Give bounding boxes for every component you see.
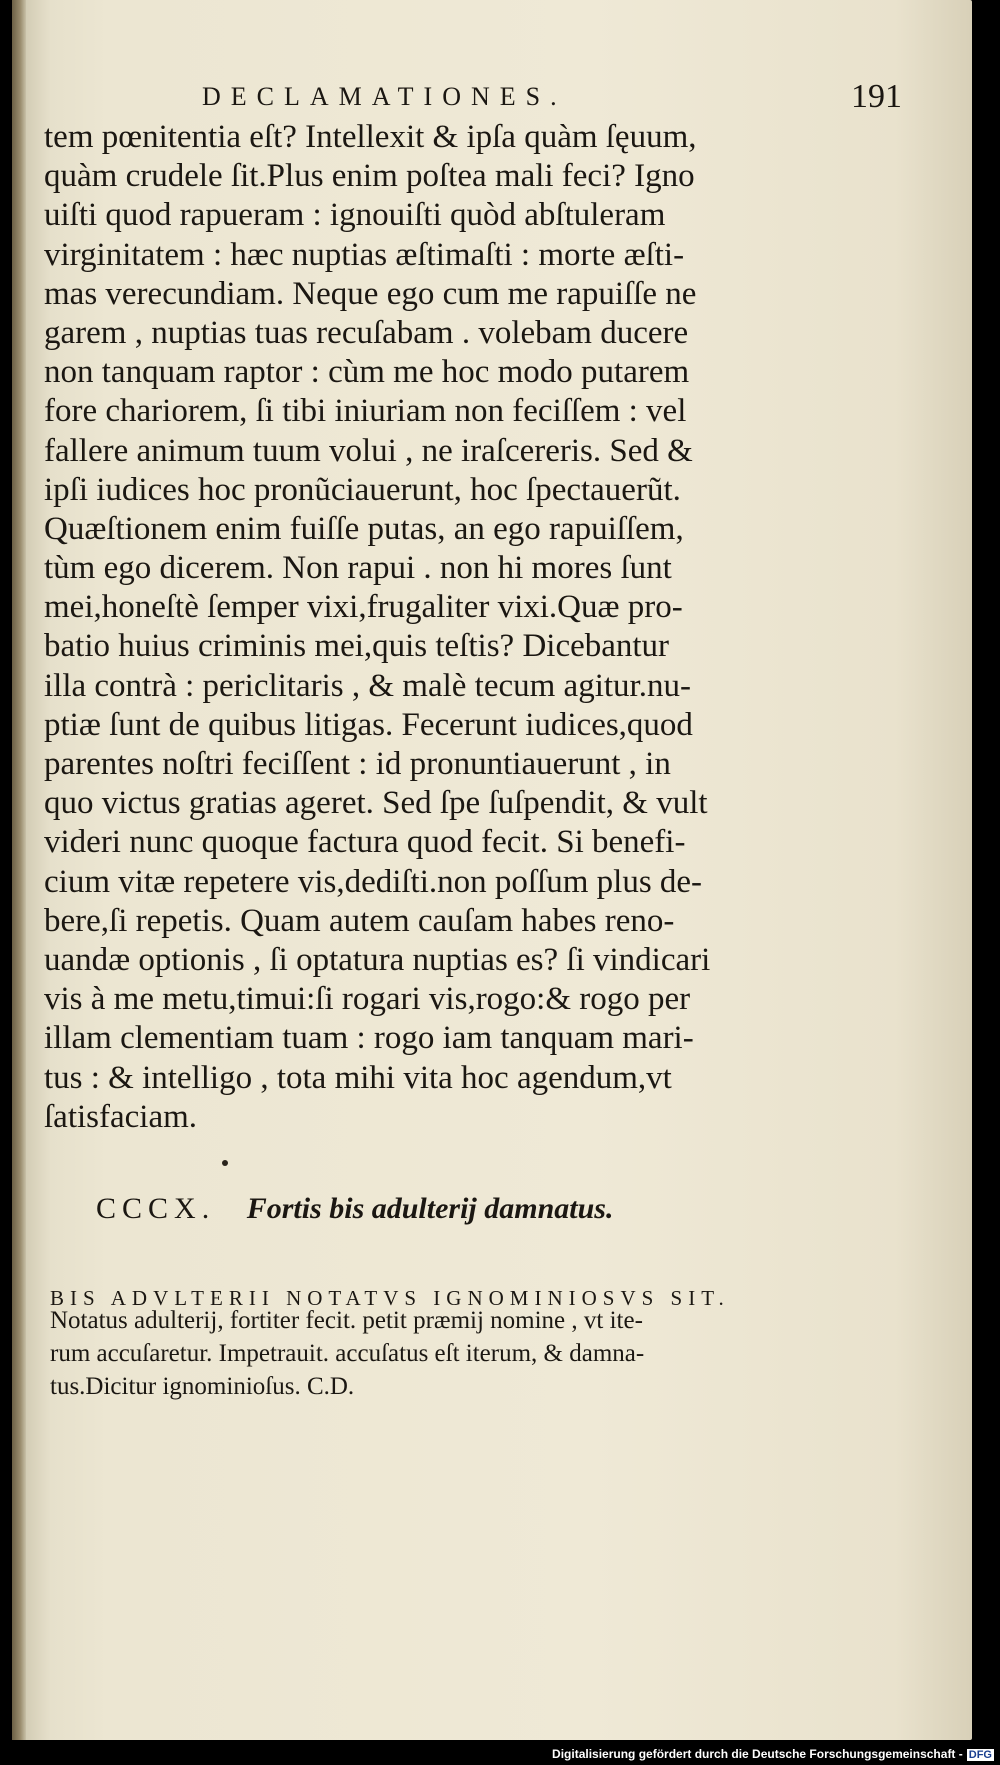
digitization-credit — [552, 1747, 994, 1761]
text-line: videri nunc quoque factura quod fecit. Si benefi- — [44, 824, 686, 861]
text-line: mas verecundiam. Neque ego cum me rapuiſſe ne — [44, 275, 697, 312]
text-line: garem , nuptias tuas recuſabam . volebam ducere — [44, 314, 689, 351]
text-line: uandæ optionis , ſi optatura nuptias es? ſi vindicari — [44, 941, 711, 978]
text-line: virginitatem : hæc nuptias æſtimaſti : morte æſti- — [44, 236, 685, 273]
text-line: Quæſtionem enim fuiſſe putas, an ego rapuiſſem, — [44, 510, 684, 547]
text-line: vis à me metu,timui:ſi rogari vis,rogo:& rogo per — [44, 981, 691, 1018]
argument-line: tus.Dicitur ignominioſus. C.D. — [50, 1373, 355, 1400]
section-heading — [96, 1192, 796, 1226]
text-line: tùm ego dicerem. Non rapui . non hi mores ſunt — [44, 550, 672, 587]
text-line: ipſi iudices hoc pronũciauerunt, hoc ſpectauerũt. — [44, 471, 681, 508]
section-title: Fortis bis adulterij damnatus. — [246, 1192, 614, 1225]
credit-text: Digitalisierung gefördert durch die Deutsche Forschungsgemeinschaft - — [552, 1747, 963, 1761]
text-line: fore chariorem, ſi tibi iniuriam non feciſſem : vel — [44, 393, 687, 430]
section-number: CCCX. — [96, 1192, 216, 1225]
text-line: tus : & intelligo , tota mihi vita hoc agendum,vt — [44, 1059, 672, 1096]
page-number: 191 — [851, 78, 902, 115]
running-head — [202, 78, 902, 122]
text-line: illam clementiam tuam : rogo iam tanquam mari- — [44, 1020, 694, 1057]
text-line: non tanquam raptor : cùm me hoc modo putarem — [44, 354, 690, 391]
argument-line: rum accuſaretur. Impetrauit. accuſatus eſt iterum, & damna- — [50, 1340, 645, 1367]
text-line: ſatisfaciam. — [44, 1098, 198, 1135]
argument-line: Notatus adulterij, fortiter fecit. petit præmij nomine , vt ite- — [50, 1307, 643, 1334]
book-page — [12, 0, 972, 1740]
text-line: bere,ſi repetis. Quam autem cauſam habes reno- — [44, 902, 675, 939]
text-line: quo victus gratias ageret. Sed ſpe ſuſpendit, & vult — [44, 785, 708, 822]
text-line: parentes noſtri feciſſent : id pronuntiauerunt , in — [44, 746, 671, 782]
text-line: illa contrà : periclitaris , & malè tecum agitur.nu- — [44, 667, 691, 704]
text-line: ptiæ ſunt de quibus litigas. Fecerunt iudices,quod — [44, 706, 693, 743]
text-line: uiſti quod rapueram : ignouiſti quòd abſtuleram — [44, 197, 666, 234]
text-line: batio huius criminis mei,quis teſtis? Dicebantur — [44, 628, 670, 665]
running-title: DECLAMATIONES. — [202, 82, 567, 111]
text-line: tem pœnitentia eſt? Intellexit & ipſa quàm ſęuum, — [44, 119, 697, 155]
argument-text — [50, 1304, 810, 1403]
body-text — [44, 118, 792, 1137]
text-line: quàm crudele ſit.Plus enim poſtea mali feci? Igno — [44, 158, 695, 195]
text-line: fallere animum tuum volui , ne iraſcereris. Sed & — [44, 432, 693, 469]
dfg-logo: DFG — [968, 1749, 992, 1761]
text-line: cium vitæ repetere vis,dediſti.non poſſum plus de- — [44, 863, 703, 900]
section-subheading: BIS ADVLTERII NOTATVS IGNOMINIOSVS SIT. — [50, 1286, 730, 1310]
ornament-dot — [222, 1160, 228, 1166]
page-gutter — [12, 0, 26, 1740]
text-line: mei,honeſtè ſemper vixi,frugaliter vixi.Quæ pro- — [44, 589, 683, 626]
